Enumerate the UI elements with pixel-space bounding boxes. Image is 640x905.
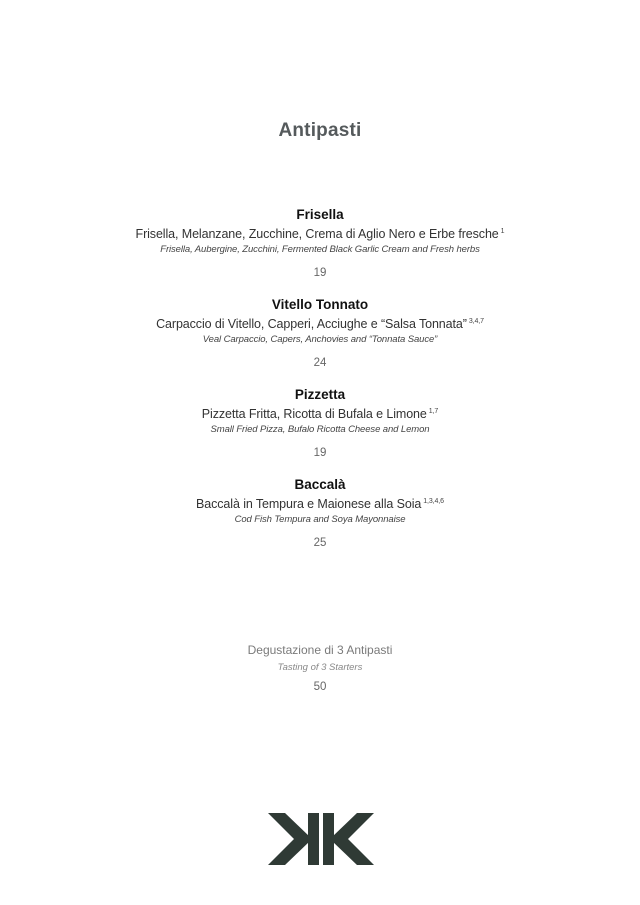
dish-price: 19 xyxy=(313,267,327,279)
dish-english-description: Veal Carpaccio, Capers, Anchovies and “Tonnata Sauce” xyxy=(202,334,438,345)
dish-price: 24 xyxy=(313,357,327,369)
dish-italian-text: Baccalà in Tempura e Maionese alla Soia xyxy=(196,497,422,511)
dish-english-description: Cod Fish Tempura and Soya Mayonnaise xyxy=(234,514,406,525)
dish-item xyxy=(0,386,640,460)
dish-italian-text: Pizzetta Fritta, Ricotta di Bufala e Limone xyxy=(201,407,427,421)
dish-allergens: 1,7 xyxy=(428,408,439,415)
dish-english-description: Small Fried Pizza, Bufalo Ricotta Cheese and Lemon xyxy=(210,424,430,435)
section-title: Antipasti xyxy=(278,120,362,141)
dish-name: Baccalà xyxy=(294,477,346,492)
dish-italian-description xyxy=(0,314,640,332)
dish-italian-text: Frisella, Melanzane, Zucchine, Crema di Aglio Nero e Erbe fresche xyxy=(135,227,499,241)
dish-italian-description xyxy=(0,224,640,242)
dish-name: Vitello Tonnato xyxy=(271,297,369,312)
dish-italian-description xyxy=(0,494,640,512)
tasting-price: 50 xyxy=(313,681,327,693)
kk-logo-icon xyxy=(268,813,374,865)
dish-english-description: Frisella, Aubergine, Zucchini, Fermented Black Garlic Cream and Fresh herbs xyxy=(160,244,480,255)
dish-price: 25 xyxy=(313,537,327,549)
dish-item xyxy=(0,476,640,550)
dish-name: Frisella xyxy=(296,207,344,222)
dish-item xyxy=(0,206,640,280)
dish-allergens: 1 xyxy=(500,228,505,235)
tasting-english: Tasting of 3 Starters xyxy=(277,662,363,673)
dish-price: 19 xyxy=(313,447,327,459)
dish-italian-text: Carpaccio di Vitello, Capperi, Acciughe e “Salsa Tonnata” xyxy=(156,317,467,331)
tasting-italian: Degustazione di 3 Antipasti xyxy=(247,643,393,657)
dish-allergens: 3,4,7 xyxy=(468,318,484,325)
dish-allergens: 1,3,4,6 xyxy=(423,498,444,505)
dish-italian-description xyxy=(0,404,640,422)
dish-item xyxy=(0,296,640,370)
dish-list xyxy=(0,206,640,566)
dish-name: Pizzetta xyxy=(294,387,346,402)
tasting-menu xyxy=(0,642,640,694)
